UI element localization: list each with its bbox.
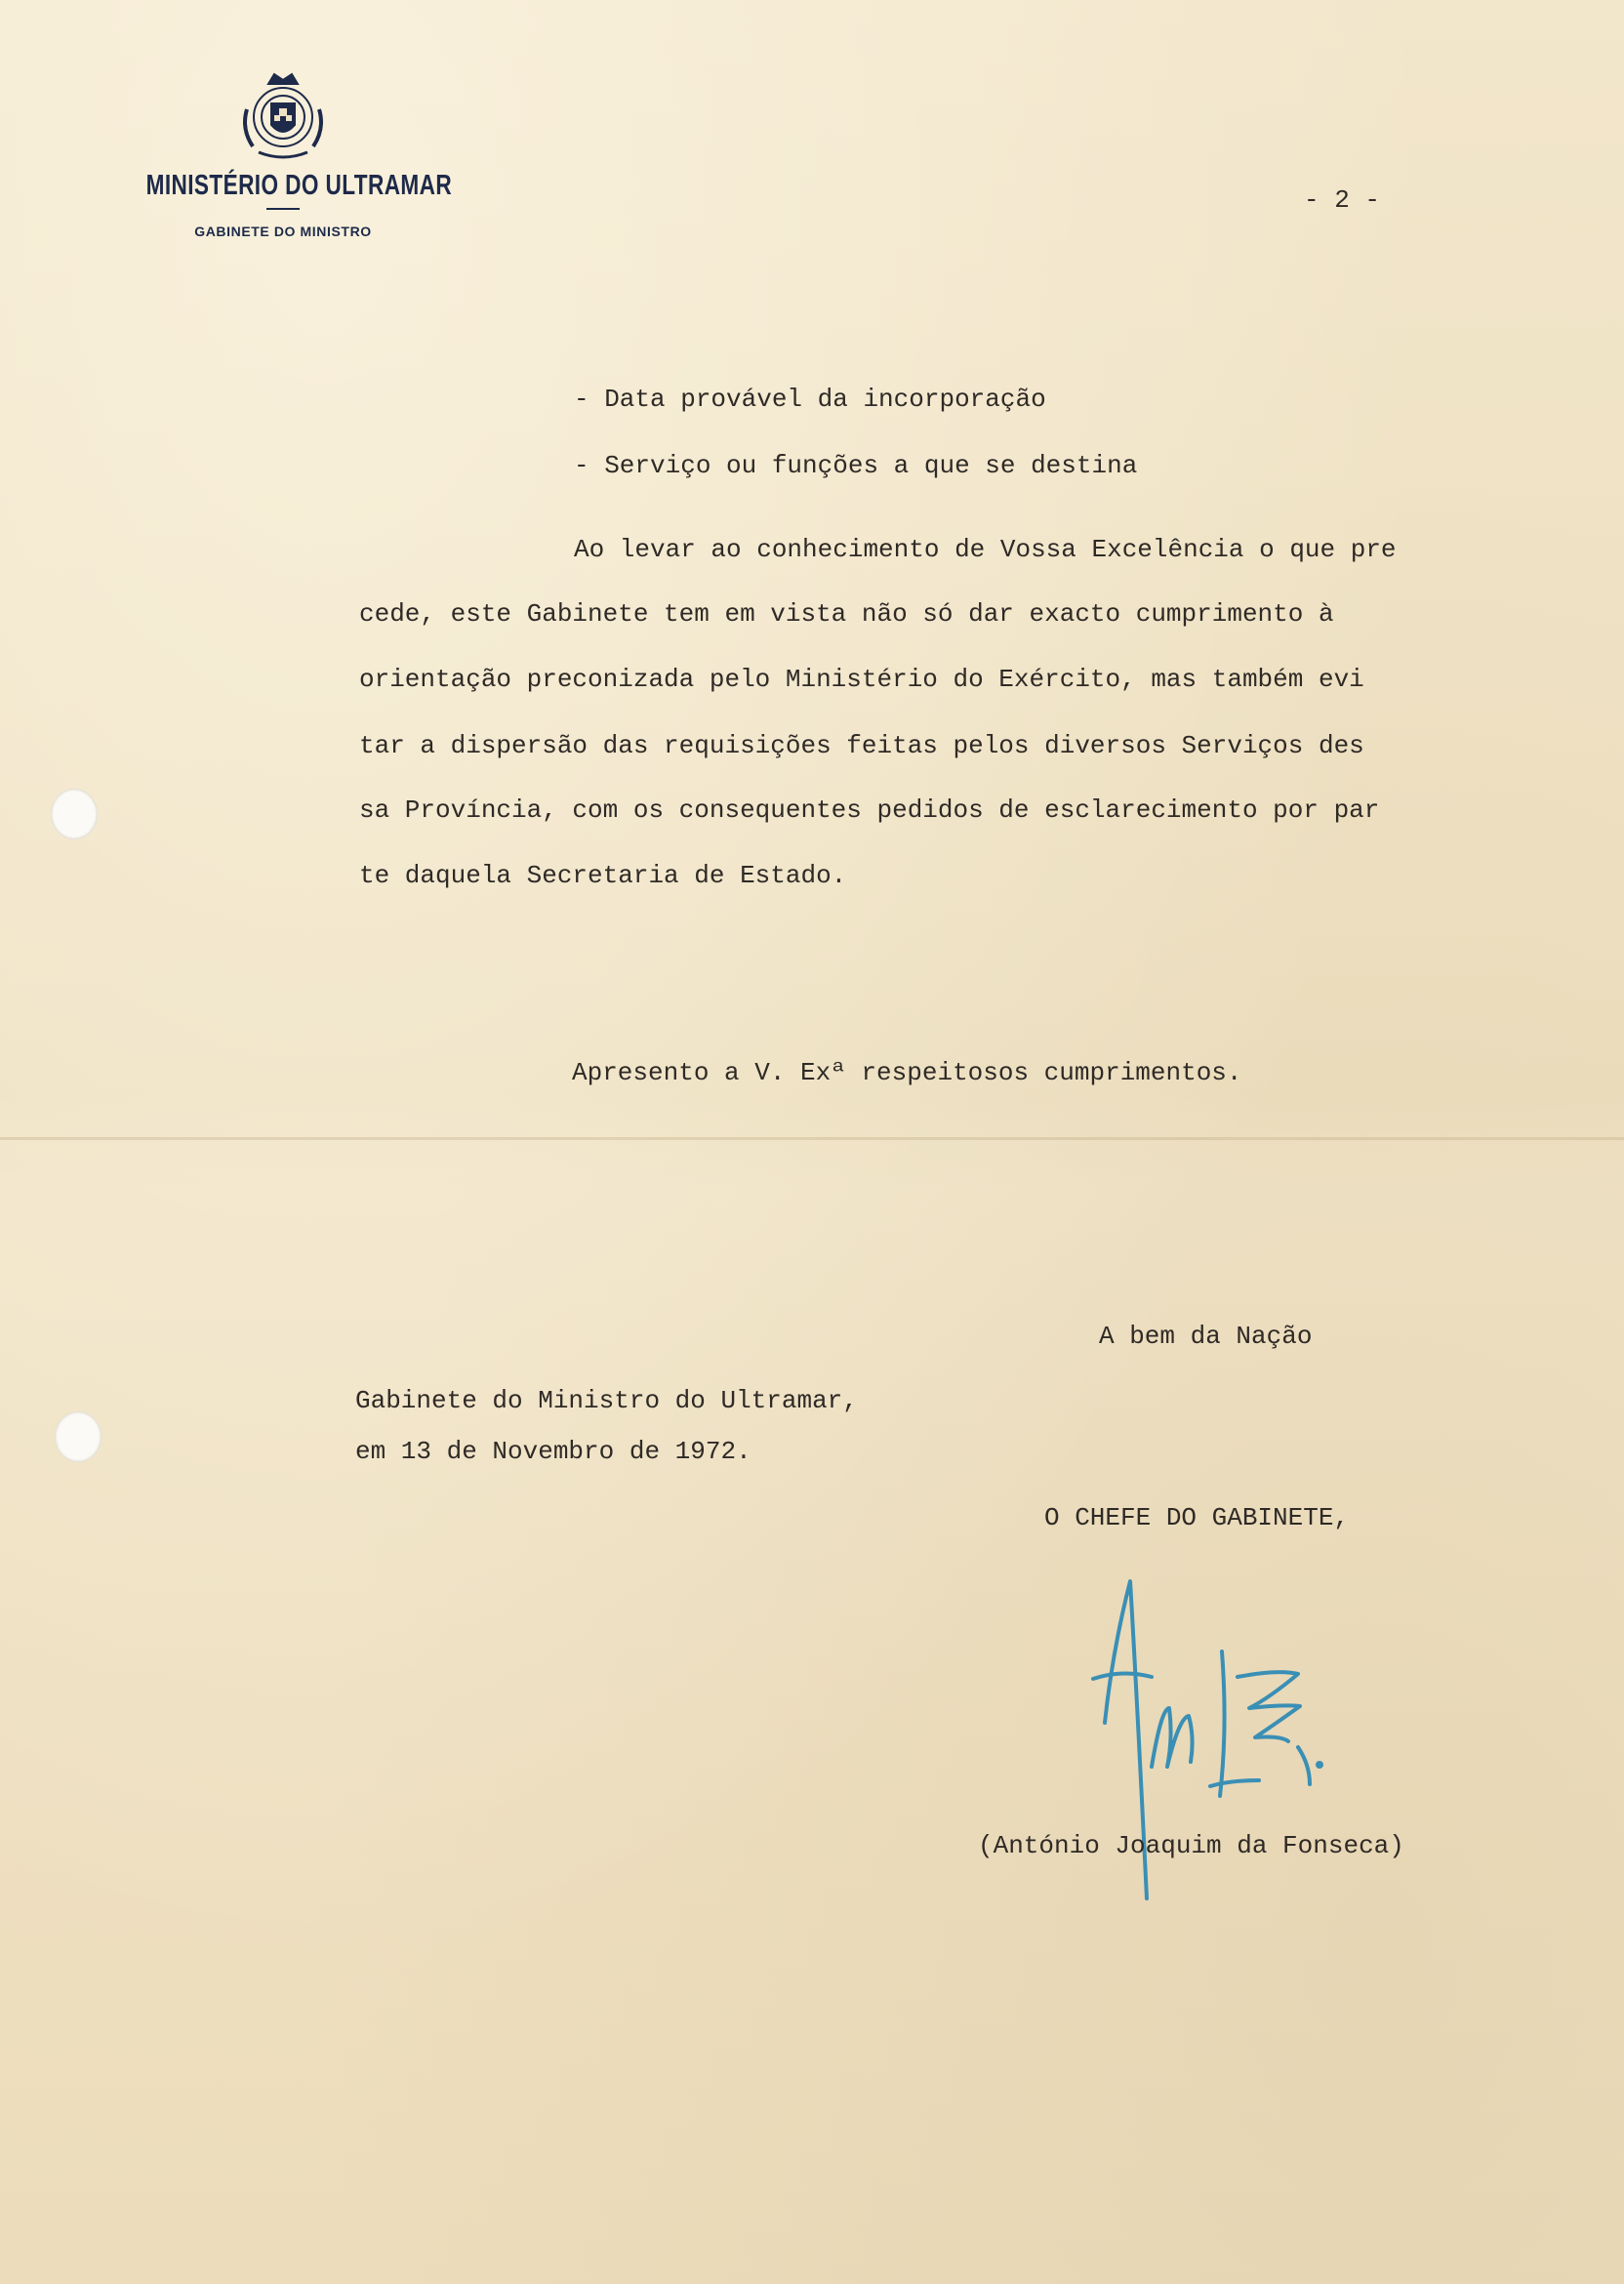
letterhead-rule [266, 208, 300, 210]
paragraph-line: orientação preconizada pelo Ministério do Exército, mas também evi [359, 665, 1364, 694]
motto: A bem da Nação [1099, 1322, 1313, 1351]
page-number: - 2 - [1304, 185, 1381, 215]
paragraph-line: sa Província, com os consequentes pedidos de esclarecimento por par [359, 795, 1380, 825]
office-name: GABINETE DO MINISTRO [194, 224, 372, 239]
paragraph-line: tar a dispersão das requisições feitas pelos diversos Serviços des [359, 731, 1364, 760]
place-line: Gabinete do Ministro do Ultramar, [355, 1386, 858, 1415]
punch-hole [55, 1411, 102, 1462]
list-item: - Data provável da incorporação [574, 385, 1046, 414]
paragraph-line: Ao levar ao conhecimento de Vossa Excelência o que pre [574, 535, 1397, 564]
letterhead [107, 70, 459, 239]
signatory-title: O CHEFE DO GABINETE, [1044, 1503, 1350, 1532]
handwritten-signature [1054, 1562, 1405, 1913]
punch-hole [51, 789, 98, 839]
greeting: Apresento a V. Exª respeitosos cumprimentos. [572, 1058, 1242, 1087]
signature-block [956, 1562, 1464, 1913]
paragraph-line: te daquela Secretaria de Estado. [359, 861, 847, 890]
coat-of-arms-icon [239, 70, 327, 164]
paragraph-line: cede, este Gabinete tem em vista não só dar exacto cumprimento à [359, 599, 1334, 629]
ministry-name: MINISTÉRIO DO ULTRAMAR [145, 170, 453, 201]
list-item: - Serviço ou funções a que se destina [574, 451, 1138, 480]
signatory-name: (António Joaquim da Fonseca) [978, 1831, 1404, 1860]
date-line: em 13 de Novembro de 1972. [355, 1437, 751, 1466]
paper-fold [0, 1137, 1624, 1140]
